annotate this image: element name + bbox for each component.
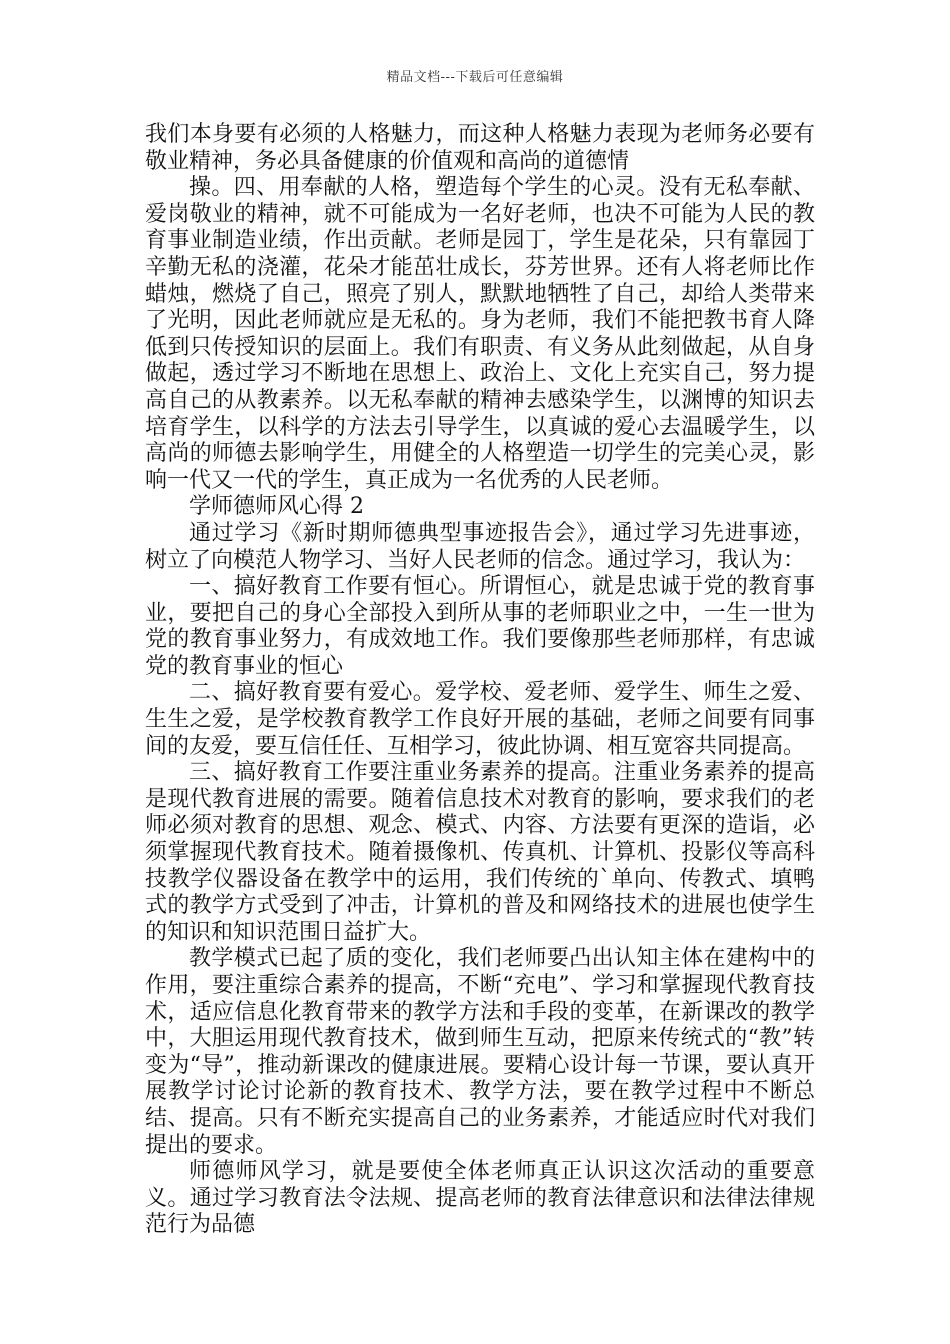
paragraph: 操。四、用奉献的人格，塑造每个学生的心灵。没有无私奉献、爱岗敬业的精神，就不可能成为一名好老师，也决不可能为人民的教育事业制造业绩，作出贡献。老师是园丁，学生是花朵，只有靠园丁辛勤无私的浇灌，花朵才能茁壮成长，芬芳世界。还有人将老师比作蜡烛，燃烧了自己，照亮了别人，默默地牺牲了自己，却给人类带来了光明，因此老师就应是无私的。身为老师，我们不能把教书育人降低到只传授知识的层面上。我们有职责、有义务从此刻做起，从自身做起，透过学习不断地在思想上、政治上、文化上充实自己，努力提高自己的从教素养。以无私奉献的精神去感染学生，以渊博的知识去培育学生，以科学的方法去引导学生，以真诚的爱心去温暖学生，以高尚的师德去影响学生，用健全的人格塑造一切学生的完美心灵，影响一代又一代的学生，真正成为一名优秀的人民老师。 [145, 175, 815, 493]
paragraph: 师德师风学习，就是要使全体老师真正认识这次活动的重要意义。通过学习教育法令法规、提高老师的教育法律意识和法律法律规范行为品德 [145, 1159, 815, 1238]
paragraph: 三、搞好教育工作要注重业务素养的提高。注重业务素养的提高是现代教育进展的需要。随着信息技术对教育的影响，要求我们的老师必须对教育的思想、观念、模式、内容、方法要有更深的造诣，必须掌握现代教育技术。随着摄像机、传真机、计算机、投影仪等高科技教学仪器设备在教学中的运用，我们传统的`单向、传教式、填鸭式的教学方式受到了冲击，计算机的普及和网络技术的进展也使学生的知识和知识范围日益扩大。 [145, 760, 815, 945]
paragraph: 二、搞好教育要有爱心。爱学校、爱老师、爱学生、师生之爱、生生之爱，是学校教育教学工作良好开展的基础，老师之间要有同事间的友爱，要互信任任、互相学习，彼此协调、相互宽容共同提高。 [145, 680, 815, 759]
paragraph: 我们本身要有必须的人格魅力，而这种人格魅力表现为老师务必要有敬业精神，务必具备健康的价值观和高尚的道德情 [145, 122, 815, 174]
document-body [145, 122, 815, 1239]
page-header: 精品文档---下载后可任意编辑 [386, 70, 564, 85]
paragraph: 教学模式已起了质的变化，我们老师要凸出认知主体在建构中的作用，要注重综合素养的提高，不断“充电”、学习和掌握现代教育技术，适应信息化教育带来的教学方法和手段的变革，在新课改的教学中，大胆运用现代教育技术，做到师生互动，把原来传统式的“教”转变为“导”，推动新课改的健康进展。要精心设计每一节课，要认真开展教学讨论讨论新的教育技术、教学方法，要在教学过程中不断总结、提高。只有不断充实提高自己的业务素养，才能适应时代对我们提出的要求。 [145, 946, 815, 1158]
section-heading: 学师德师风心得 2 [189, 494, 364, 520]
paragraph: 通过学习《新时期师德典型事迹报告会》，通过学习先进事迹，树立了向模范人物学习、当好人民老师的信念。通过学习，我认为： [145, 520, 815, 573]
paragraph: 一、搞好教育工作要有恒心。所谓恒心，就是忠诚于党的教育事业，要把自己的身心全部投入到所从事的老师职业之中，一生一世为党的教育事业努力，有成效地工作。我们要像那些老师那样，有忠诚党的教育事业的恒心 [145, 574, 815, 679]
